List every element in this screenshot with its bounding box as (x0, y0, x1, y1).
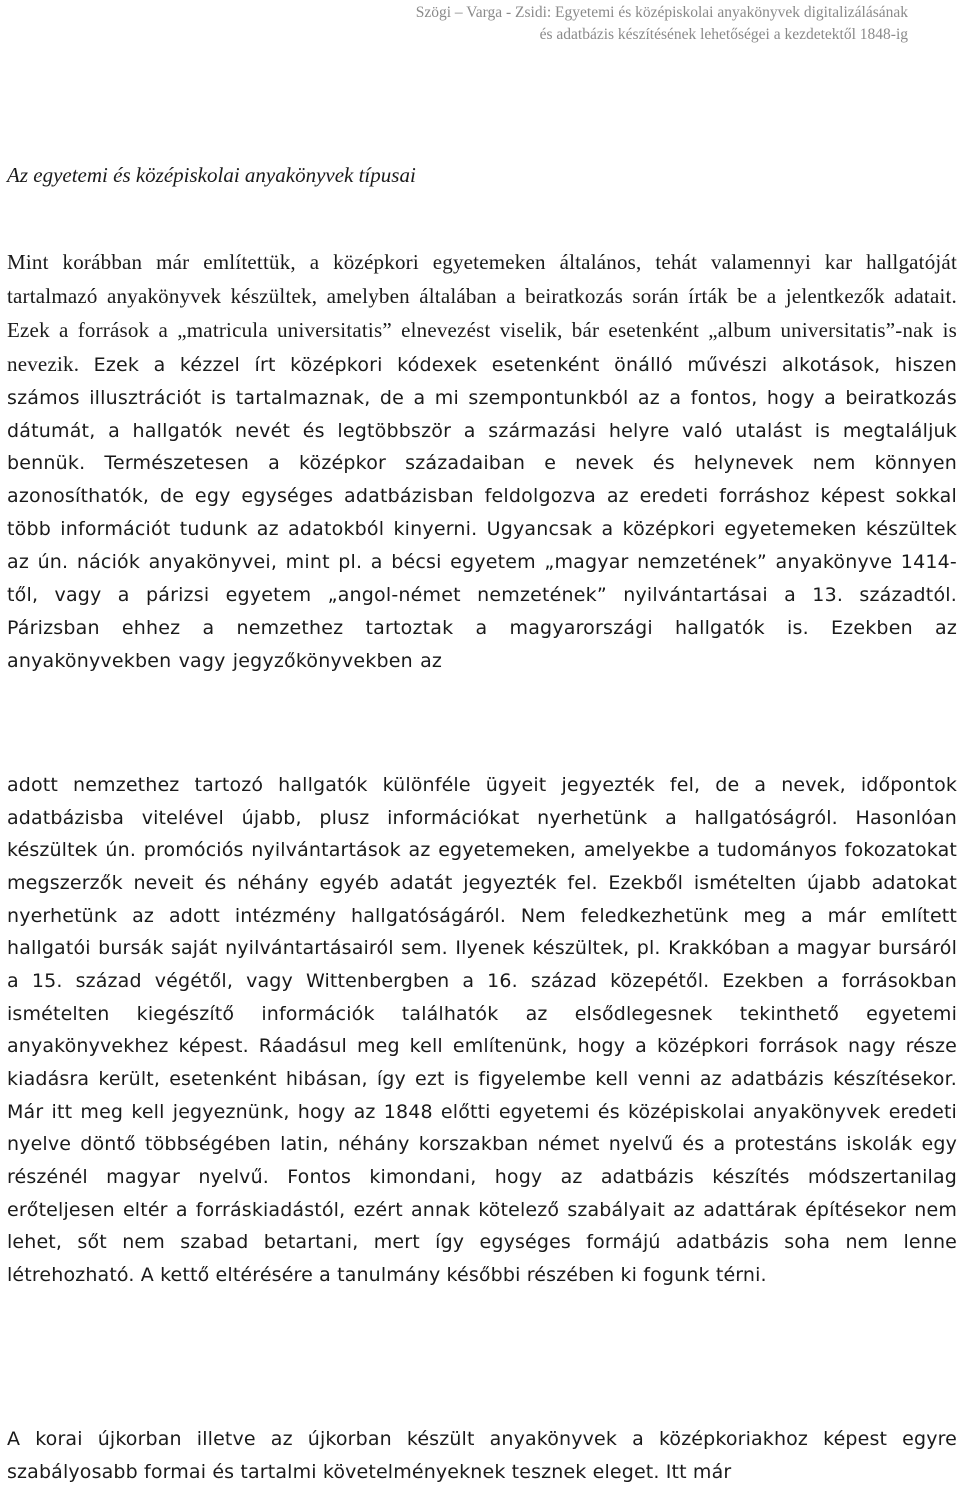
running-header-line-2: és adatbázis készítésének lehetőségei a kezdetektől 1848-ig (539, 26, 908, 43)
paragraph-matricula-sans-text: Ezek a kézzel írt középkori kódexek esetenként önálló művészi alkotások, hiszen számos illusztrációt is tartalmaznak, de a mi szempontunkból az a fontos, hogy a beiratkozás dátumát, a hallgatók nevét és legtöbbször a származási helyre való utalást is megtaláljuk bennük. Természetesen a középkor századaiban e nevek és helynevek nem könnyen azonosíthatók, de egy egységes adatbázisban feldolgozva az eredeti forráshoz képest sokkal több információt tudunk az adatokból kinyerni. Ugyancsak a középkori egyetemeken készültek az ún. nációk anyakönyvei, mint pl. a bécsi egyetem „magyar nemzetének” anyakönyve 1414-től, vagy a párizsi egyetem „angol-német nemzetének” nyilvántartásai a 13. századtól. Párizsban ehhez a nemzethez tartoztak a magyarországi hallgatók is. Ezekben az anyakönyvekben vagy jegyzőkönyvekben az (7, 353, 957, 672)
section-title: Az egyetemi és középiskolai anyakönyvek típusai (7, 163, 416, 187)
paragraph-nations-promotions: adott nemzethez tartozó hallgatók különféle ügyeit jegyezték fel, de a nevek, időpontok adatbázisba vitelével újabb, plusz információkat nyerhetünk a hallgatóságról. Hasonlóan készültek ún. promóciós nyilvántartások az egyetemeken, amelyekbe a tudományos fokozatokat megszerzők neveit és néhány egyéb adatát jegyezték fel. Ezekből ismételten újabb adatokat nyerhetünk az adott intézmény hallgatóságáról. Nem feledkezhetünk meg a már említett hallgatói bursák saját nyilvántartásairól sem. Ilyenek készültek, pl. Krakkóban a magyar bursáról a 15. század végétől, vagy Wittenbergben a 16. század közepétől. Ezekben a forrásokban ismételten kiegészítő információk találhatók az elsődlegesnek tekinthető egyetemi anyakönyvekhez képest. Ráadásul meg kell említenünk, hogy a középkori források nagy része kiadásra került, esetenként hibásan, így ezt is figyelembe kell venni az adatbázis készítésekor. Már itt meg kell jegyeznünk, hogy az 1848 előtti egyetemi és középiskolai anyakönyvek eredeti nyelve döntő többségében latin, néhány korszakban német nyelvű és a protestáns iskolák egy részénél magyar nyelvű. Fontos kimondani, hogy az adatbázis készítés módszertanilag erőteljesen eltér a forráskiadástól, ezért annak kötelező szabályait az adattárak építésekor nem lehet, sőt nem szabad betartani, mert így egységes formájú adatbázis soha nem lenne létrehozható. A kettő eltérésére a tanulmány későbbi részében ki fogunk térni. (7, 774, 957, 1286)
paragraph-matricula-serif-text: Mint korábban már említettük, a középkori egyetemeken általános, tehát valamennyi kar hallgatóját tartalmazó anyakönyvek készültek, amelyben általában a beiratkozás során írták be a jelentkezők adatait. Ezek a források a „matricula universitatis” elnevezést viselik, bár esetenként „album universitatis”-nak is nevezik. (7, 250, 957, 376)
running-header (416, 2, 908, 46)
running-header-line-1: Szögi – Varga - Zsidi: Egyetemi és középiskolai anyakönyvek digitalizálásának (415, 4, 908, 21)
paragraph-early-modern: A korai újkorban illetve az újkorban készült anyakönyvek a középkoriakhoz képest egyre szabályosabb formai és tartalmi követelményeknek tesznek eleget. Itt már (7, 1428, 957, 1483)
paragraph-matricula (7, 246, 957, 678)
